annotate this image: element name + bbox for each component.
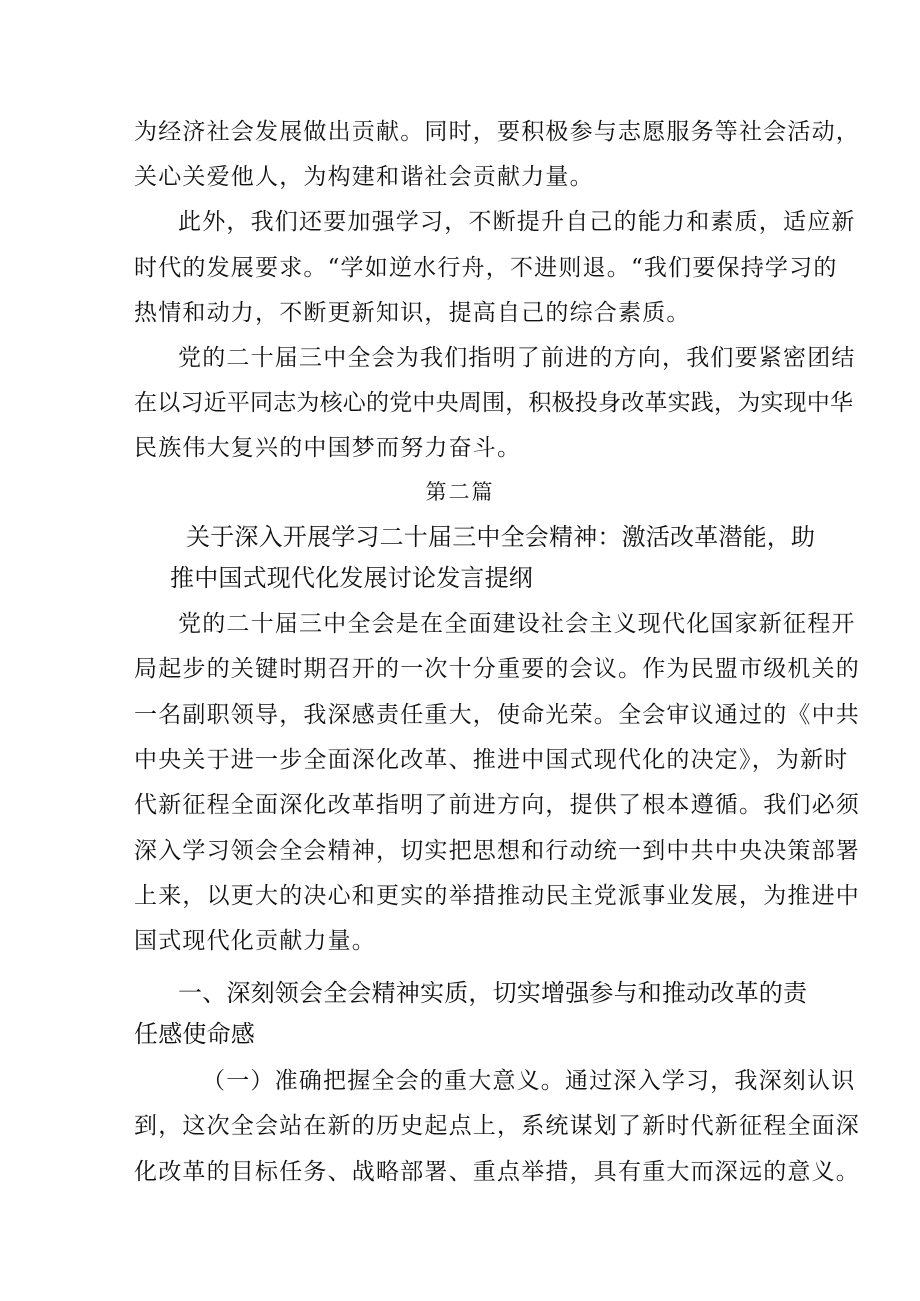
paragraph-line: 党的二十届三中全会是在全面建设社会主义现代化国家新征程开 xyxy=(178,611,856,637)
section-heading-line: 任感使命感 xyxy=(134,1020,255,1048)
paragraph-line: 在以习近平同志为核心的党中央周围，积极投身改革实践，为实现中华 xyxy=(134,390,854,416)
document-title-line: 关于深入开展学习二十届三中全会精神：激活改革潜能，助 xyxy=(186,523,816,551)
paragraph-line: 一名副职领导，我深感责任重大，使命光荣。全会审议通过的《中共 xyxy=(134,702,860,728)
paragraph-line: 时代的发展要求。“学如逆水行舟，不进则退。“我们要保持学习的 xyxy=(134,255,838,281)
paragraph-line: 局起步的关键时期召开的一次十分重要的会议。作为民盟市级机关的 xyxy=(134,656,860,682)
paragraph-line: 关心关爱他人，为构建和谐社会贡献力量。 xyxy=(134,164,594,190)
paragraph-line: 此外，我们还要加强学习，不断提升自己的能力和素质，适应新 xyxy=(178,209,856,235)
section-label: 第二篇 xyxy=(425,480,495,504)
paragraph-line: 中央关于进一步全面深化改革、推进中国式现代化的决定》，为新时 xyxy=(134,747,849,773)
paragraph-line: 深入学习领会全会精神，切实把思想和行动统一到中共中央决策部署 xyxy=(134,838,860,864)
paragraph-line: （一）准确把握全会的重大意义。通过深入学习，我深刻认识 xyxy=(202,1068,856,1094)
document-title-line: 推中国式现代化发展讨论发言提纲 xyxy=(170,564,533,592)
paragraph-line: 热情和动力，不断更新知识，提高自己的综合素质。 xyxy=(134,300,691,326)
paragraph-line: 化改革的目标任务、战略部署、重点举措，具有重大而深远的意义。 xyxy=(134,1159,860,1185)
section-heading-line: 一、深刻领会全会精神实质，切实增强参与和推动改革的责 xyxy=(178,979,808,1007)
paragraph-line: 代新征程全面深化改革指明了前进方向，提供了根本遵循。我们必须 xyxy=(134,792,860,818)
paragraph-line: 民族伟大复兴的中国梦而努力奋斗。 xyxy=(134,435,522,461)
paragraph-line: 上来，以更大的决心和更实的举措推动民主党派事业发展，为推进中 xyxy=(134,883,860,909)
paragraph-line: 为经济社会发展做出贡献。同时，要积极参与志愿服务等社会活动， xyxy=(134,119,860,145)
paragraph-line: 到，这次全会站在新的历史起点上，系统谋划了新时代新征程全面深 xyxy=(134,1113,860,1139)
paragraph-line: 国式现代化贡献力量。 xyxy=(134,928,376,954)
paragraph-line: 党的二十届三中全会为我们指明了前进的方向，我们要紧密团结 xyxy=(178,345,856,371)
